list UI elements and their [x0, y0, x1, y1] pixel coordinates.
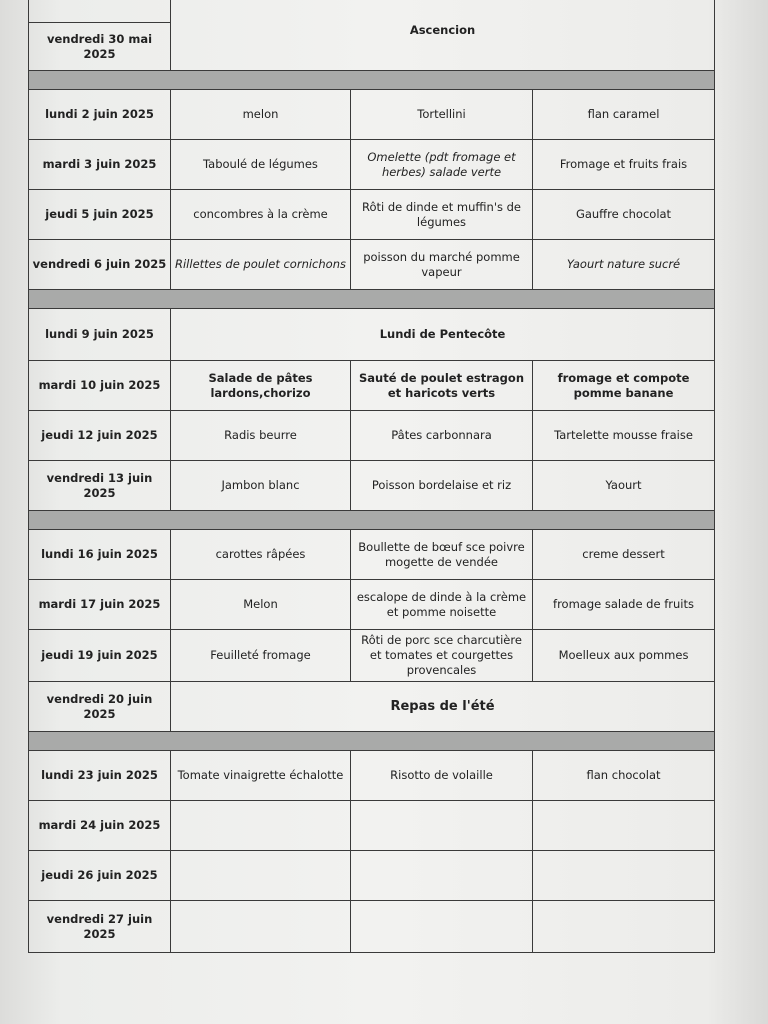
week-separator [29, 511, 715, 530]
day-date: vendredi 13 juin 2025 [29, 461, 171, 511]
week-separator [29, 71, 715, 90]
day-date: lundi 16 juin 2025 [29, 530, 171, 580]
day-date: mardi 3 juin 2025 [29, 140, 171, 190]
dessert-cell: Moelleux aux pommes [533, 630, 715, 682]
starter-cell [171, 901, 351, 953]
main-cell: poisson du marché pomme vapeur [351, 240, 533, 290]
main-cell: Rôti de dinde et muffin's de légumes [351, 190, 533, 240]
day-date: jeudi 26 juin 2025 [29, 851, 171, 901]
day-date: vendredi 6 juin 2025 [29, 240, 171, 290]
table-row [29, 309, 715, 361]
day-date: lundi 2 juin 2025 [29, 90, 171, 140]
dessert-cell [533, 801, 715, 851]
day-date [29, 0, 171, 23]
table-row [29, 801, 715, 851]
starter-cell: Radis beurre [171, 411, 351, 461]
main-cell: Sauté de poulet estragon et haricots verts [351, 361, 533, 411]
table-row [29, 682, 715, 732]
starter-cell: carottes râpées [171, 530, 351, 580]
dessert-cell: Yaourt nature sucré [533, 240, 715, 290]
table-row [29, 851, 715, 901]
dessert-cell: creme dessert [533, 530, 715, 580]
day-date: mardi 17 juin 2025 [29, 580, 171, 630]
starter-cell [171, 851, 351, 901]
main-cell: Omelette (pdt fromage et herbes) salade verte [351, 140, 533, 190]
table-row [29, 630, 715, 682]
starter-cell: Melon [171, 580, 351, 630]
day-date: mardi 10 juin 2025 [29, 361, 171, 411]
starter-cell: concombres à la crème [171, 190, 351, 240]
main-cell [351, 851, 533, 901]
table-row [29, 901, 715, 953]
day-date: lundi 9 juin 2025 [29, 309, 171, 361]
menu-table [28, 0, 715, 953]
table-row [29, 240, 715, 290]
starter-cell: Rillettes de poulet cornichons [171, 240, 351, 290]
main-cell: escalope de dinde à la crème et pomme noisette [351, 580, 533, 630]
starter-cell [171, 801, 351, 851]
dessert-cell: flan caramel [533, 90, 715, 140]
table-row [29, 190, 715, 240]
dessert-cell: fromage et compote pomme banane [533, 361, 715, 411]
starter-cell: Feuilleté fromage [171, 630, 351, 682]
holiday-label: Ascencion [171, 0, 715, 71]
starter-cell: Taboulé de légumes [171, 140, 351, 190]
day-date: jeudi 5 juin 2025 [29, 190, 171, 240]
holiday-label: Lundi de Pentecôte [171, 309, 715, 361]
dessert-cell: Yaourt [533, 461, 715, 511]
dessert-cell [533, 851, 715, 901]
dessert-cell: Fromage et fruits frais [533, 140, 715, 190]
starter-cell: melon [171, 90, 351, 140]
dessert-cell: fromage salade de fruits [533, 580, 715, 630]
table-row [29, 361, 715, 411]
main-cell: Poisson bordelaise et riz [351, 461, 533, 511]
day-date: vendredi 20 juin 2025 [29, 682, 171, 732]
day-date: mardi 24 juin 2025 [29, 801, 171, 851]
main-cell: Risotto de volaille [351, 751, 533, 801]
week-separator [29, 290, 715, 309]
dessert-cell [533, 901, 715, 953]
dessert-cell: flan chocolat [533, 751, 715, 801]
table-row [29, 530, 715, 580]
table-row [29, 140, 715, 190]
table-row [29, 411, 715, 461]
main-cell: Boullette de bœuf sce poivre mogette de vendée [351, 530, 533, 580]
event-label: Repas de l'été [171, 682, 715, 732]
table-row [29, 751, 715, 801]
main-cell: Pâtes carbonnara [351, 411, 533, 461]
table-row [29, 90, 715, 140]
day-date: jeudi 19 juin 2025 [29, 630, 171, 682]
week-separator [29, 732, 715, 751]
starter-cell: Tomate vinaigrette échalotte [171, 751, 351, 801]
starter-cell: Salade de pâtes lardons,chorizo [171, 361, 351, 411]
table-row [29, 580, 715, 630]
day-date: vendredi 30 mai 2025 [29, 23, 171, 71]
dessert-cell: Gauffre chocolat [533, 190, 715, 240]
main-cell [351, 801, 533, 851]
day-date: vendredi 27 juin 2025 [29, 901, 171, 953]
table-row [29, 461, 715, 511]
main-cell [351, 901, 533, 953]
day-date: jeudi 12 juin 2025 [29, 411, 171, 461]
main-cell: Tortellini [351, 90, 533, 140]
day-date: lundi 23 juin 2025 [29, 751, 171, 801]
dessert-cell: Tartelette mousse fraise [533, 411, 715, 461]
starter-cell: Jambon blanc [171, 461, 351, 511]
main-cell: Rôti de porc sce charcutière et tomates et courgettes provencales [351, 630, 533, 682]
table-row [29, 0, 715, 23]
